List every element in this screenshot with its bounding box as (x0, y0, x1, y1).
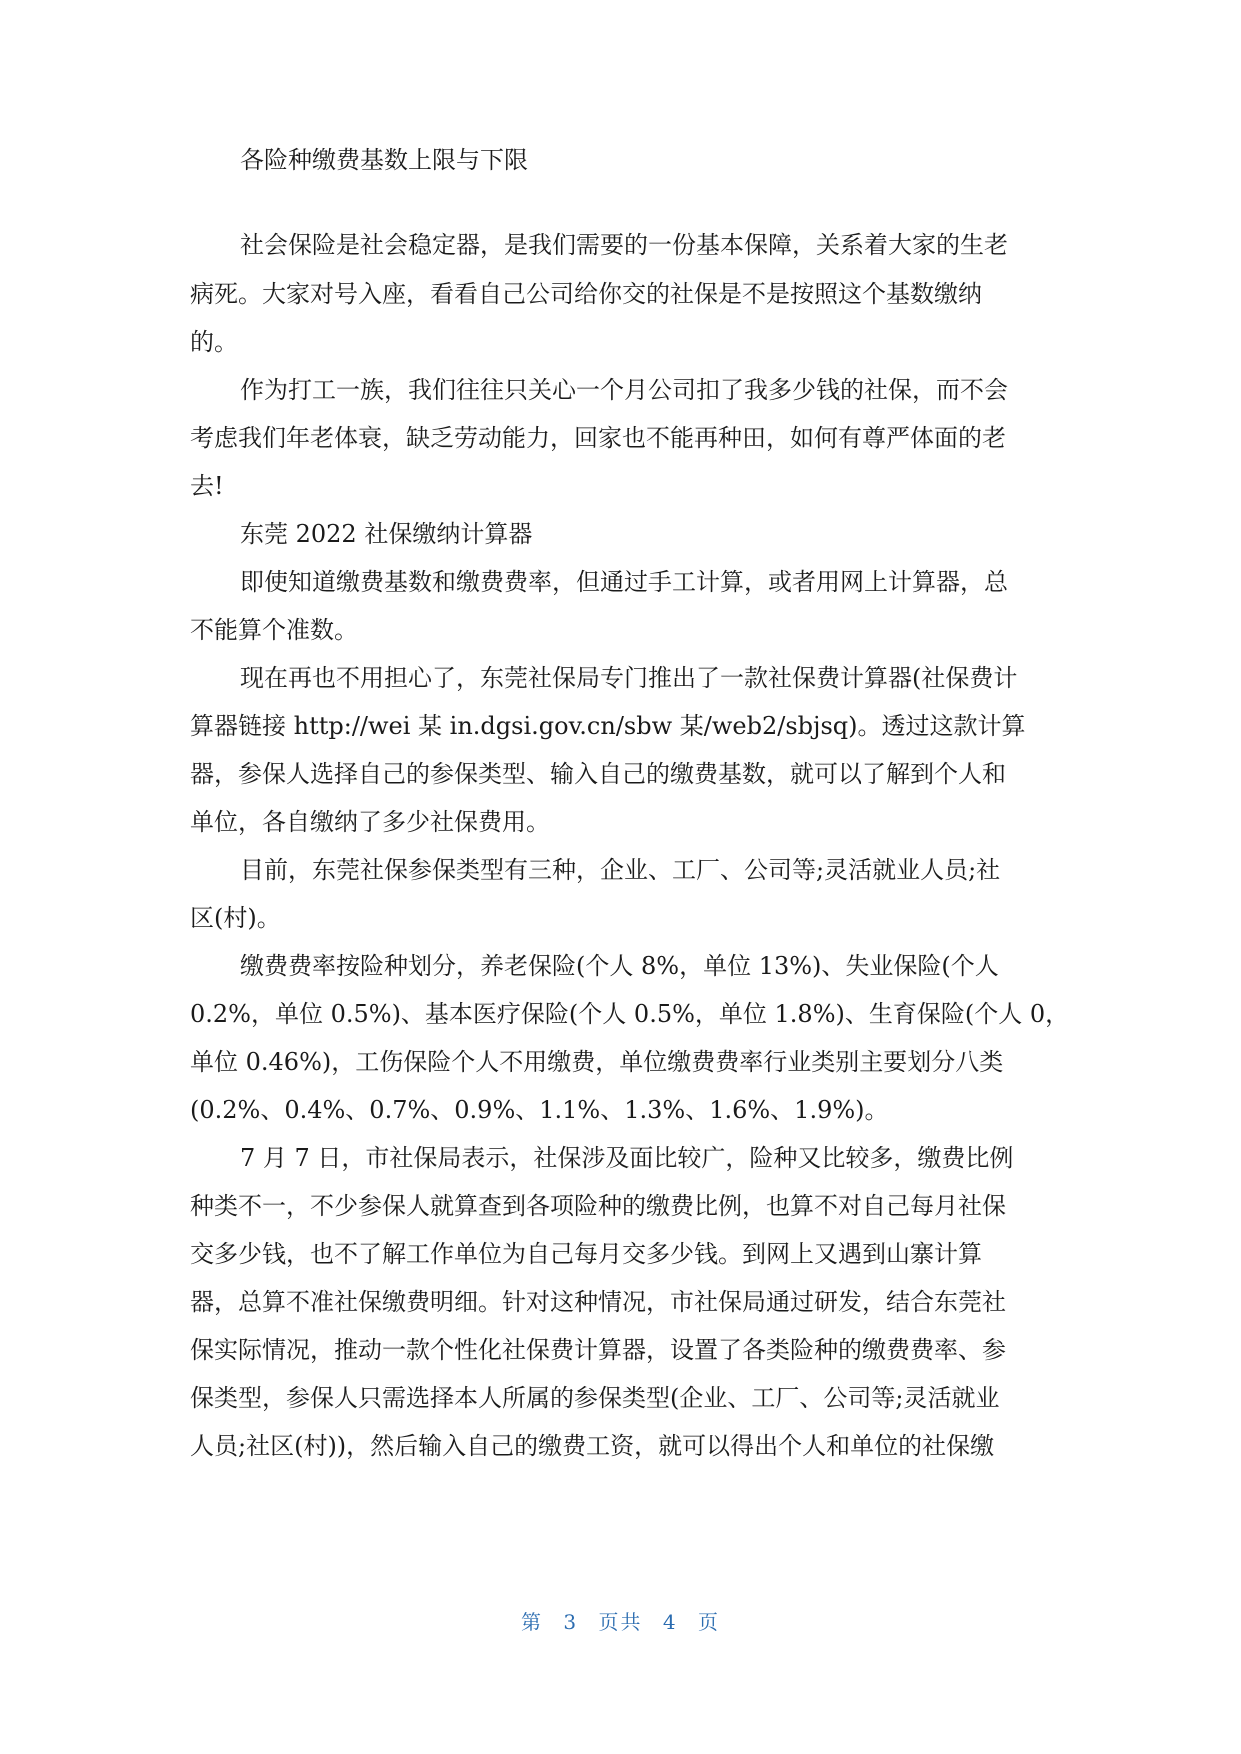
paragraph-line: 保类型，参保人只需选择本人所属的参保类型(企业、工厂、公司等;灵活就业 (190, 1384, 1000, 1412)
paragraph-line: 病死。大家对号入座，看看自己公司给你交的社保是不是按照这个基数缴纳 (190, 280, 982, 308)
paragraph-line: 考虑我们年老体衰，缺乏劳动能力，回家也不能再种田，如何有尊严体面的老 (190, 424, 1006, 452)
paragraph-line: 交多少钱，也不了解工作单位为自己每月交多少钱。到网上又遇到山寨计算 (190, 1240, 982, 1268)
paragraph-line: (0.2%、0.4%、0.7%、0.9%、1.1%、1.3%、1.6%、1.9%)。 (190, 1096, 889, 1124)
paragraph-line: 社会保险是社会稳定器，是我们需要的一份基本保障，关系着大家的生老 (240, 231, 1008, 259)
paragraph-line: 器，总算不准社保缴费明细。针对这种情况，市社保局通过研发，结合东莞社 (190, 1288, 1006, 1316)
paragraph-line: 0.2%，单位 0.5%)、基本医疗保险(个人 0.5%，单位 1.8%)、生育保险(个人 0， (190, 1000, 1070, 1028)
total-pages: 4 (662, 1610, 678, 1634)
paragraph-line: 的。 (190, 328, 238, 356)
paragraph-line: 即使知道缴费基数和缴费费率，但通过手工计算，或者用网上计算器，总 (240, 568, 1008, 596)
paragraph-line: 单位 0.46%)，工伤保险个人不用缴费，单位缴费费率行业类别主要划分八类 (190, 1048, 1004, 1076)
paragraph-line: 7 月 7 日，市社保局表示，社保涉及面比较广，险种又比较多，缴费比例 (240, 1144, 1014, 1172)
paragraph-line: 作为打工一族，我们往往只关心一个月公司扣了我多少钱的社保，而不会 (240, 376, 1008, 404)
page-label-suffix: 页 (697, 1610, 720, 1634)
paragraph-line: 区(村)。 (190, 904, 281, 932)
paragraph-line: 缴费费率按险种划分，养老保险(个人 8%，单位 13%)、失业保险(个人 (240, 952, 999, 980)
paragraph-line: 保实际情况，推动一款个性化社保费计算器，设置了各类险种的缴费费率、参 (190, 1336, 1006, 1364)
paragraph-line: 单位，各自缴纳了多少社保费用。 (190, 808, 550, 836)
paragraph-line: 不能算个准数。 (190, 616, 358, 644)
section-heading: 各险种缴费基数上限与下限 (240, 146, 528, 174)
paragraph-line: 去! (190, 472, 224, 500)
page-footer (0, 1608, 1241, 1636)
paragraph-line: 人员;社区(村))，然后输入自己的缴费工资，就可以得出个人和单位的社保缴 (190, 1432, 995, 1460)
page-number: 3 (563, 1610, 579, 1634)
paragraph-line: 器，参保人选择自己的参保类型、输入自己的缴费基数，就可以了解到个人和 (190, 760, 1006, 788)
paragraph-line: 目前，东莞社保参保类型有三种，企业、工厂、公司等;灵活就业人员;社 (240, 856, 1001, 884)
paragraph-line: 现在再也不用担心了，东莞社保局专门推出了一款社保费计算器(社保费计 (240, 664, 1018, 692)
section-heading: 东莞 2022 社保缴纳计算器 (240, 520, 533, 548)
paragraph-line: 种类不一，不少参保人就算查到各项险种的缴费比例，也算不对自己每月社保 (190, 1192, 1006, 1220)
paragraph-line-with-link: 算器链接 http://wei 某 in.dgsi.gov.cn/sbw 某/web2/sbjsq)。透过这款计算 (190, 712, 1026, 740)
page-label-mid: 页共 (598, 1610, 643, 1634)
page-label-prefix: 第 (521, 1610, 544, 1634)
